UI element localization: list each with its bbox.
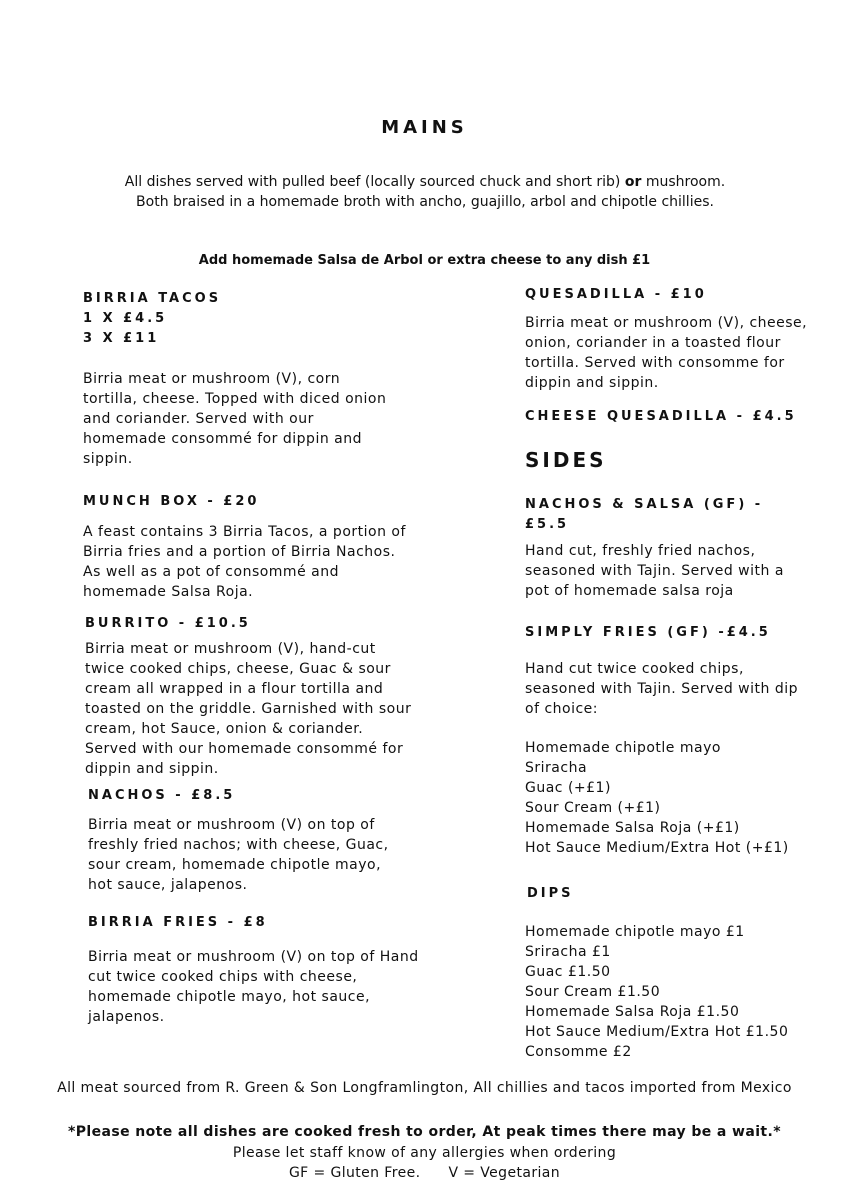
- cooked-fresh-note: *Please note all dishes are cooked fresh to order, At peak times there may be a wait.*: [68, 1124, 781, 1140]
- quesadilla-heading: QUESADILLA - £10: [525, 287, 707, 302]
- cheese-quesadilla-heading: CHEESE QUESADILLA - £4.5: [525, 409, 797, 424]
- fries-option: Homemade chipotle mayo: [525, 740, 721, 756]
- dip-item: Homemade chipotle mayo £1: [525, 924, 745, 940]
- nachos-heading: NACHOS - £8.5: [88, 788, 236, 803]
- dip-item: Sour Cream £1.50: [525, 984, 661, 1000]
- sourcing-note: All meat sourced from R. Green & Son Longframlington, All chillies and tacos imported from Mexico: [57, 1080, 792, 1096]
- fries-option: Homemade Salsa Roja (+£1): [525, 820, 740, 836]
- intro-part2: mushroom. Both braised in a homemade broth with ancho, guajillo, arbol and chipotle chillies.: [136, 174, 726, 210]
- intro-part1: All dishes served with pulled beef (locally sourced chuck and short rib): [124, 174, 621, 190]
- quesadilla-desc: Birria meat or mushroom (V), cheese, onion, coriander in a toasted flour tortilla. Served with consomme for dippin and sippin.: [525, 315, 808, 391]
- dip-item: Sriracha £1: [525, 944, 611, 960]
- fries-option: Guac (+£1): [525, 780, 611, 796]
- simply-fries-options: [525, 738, 835, 858]
- munch-box-desc: A feast contains 3 Birria Tacos, a portion of Birria fries and a portion of Birria Nachos. As well as a pot of consommé and homemade Salsa Roja.: [83, 524, 406, 600]
- intro-or: or: [624, 174, 642, 190]
- nachos-salsa-desc: Hand cut, freshly fried nachos, seasoned with Tajin. Served with a pot of homemade salsa roja: [525, 543, 784, 599]
- intro-text: [110, 172, 740, 212]
- nachos-salsa-heading: NACHOS & SALSA (GF) - £5.5: [525, 497, 764, 532]
- page-title: MAINS: [381, 117, 468, 138]
- dip-item: Guac £1.50: [525, 964, 611, 980]
- dip-item: Consomme £2: [525, 1044, 632, 1060]
- birria-tacos-desc: Birria meat or mushroom (V), corn tortilla, cheese. Topped with diced onion and coriander. Served with our homemade consommé for dippin and sippin.: [83, 371, 387, 467]
- birria-fries-desc: Birria meat or mushroom (V) on top of Hand cut twice cooked chips with cheese, homemade chipotle mayo, hot sauce, jalapenos.: [88, 949, 419, 1025]
- simply-fries-heading: SIMPLY FRIES (GF) -£4.5: [525, 625, 771, 640]
- nachos-desc: Birria meat or mushroom (V) on top of freshly fried nachos; with cheese, Guac, sour cream, homemade chipotle mayo, hot sauce, jalapenos.: [88, 817, 389, 893]
- dip-item: Homemade Salsa Roja £1.50: [525, 1004, 740, 1020]
- legend-gluten-free: GF = Gluten Free.: [288, 1165, 421, 1181]
- birria-fries-heading: BIRRIA FRIES - £8: [88, 915, 268, 930]
- fries-option: Hot Sauce Medium/Extra Hot (+£1): [525, 840, 789, 856]
- burrito-desc: Birria meat or mushroom (V), hand-cut twice cooked chips, cheese, Guac & sour cream all wrapped in a flour tortilla and toasted on the griddle. Garnished with sour cream, hot Sauce, onion & coriander. Served with our homemade consommé for dippin and sippin.: [85, 641, 412, 777]
- allergy-note: Please let staff know of any allergies when ordering: [232, 1145, 617, 1161]
- legend-vegetarian: V = Vegetarian: [448, 1165, 561, 1181]
- munch-box-heading: MUNCH BOX - £20: [83, 494, 260, 509]
- burrito-heading: BURRITO - £10.5: [85, 616, 251, 631]
- fries-option: Sriracha: [525, 760, 588, 776]
- dips-heading: DIPS: [527, 886, 574, 901]
- sides-title: SIDES: [525, 448, 607, 472]
- dips-list: [525, 922, 835, 1062]
- fries-option: Sour Cream (+£1): [525, 800, 661, 816]
- addon-note: Add homemade Salsa de Arbol or extra cheese to any dish £1: [198, 253, 651, 268]
- dip-item: Hot Sauce Medium/Extra Hot £1.50: [525, 1024, 789, 1040]
- dietary-legend: [0, 1164, 849, 1183]
- simply-fries-desc: Hand cut twice cooked chips, seasoned with Tajin. Served with dip of choice:: [525, 661, 798, 717]
- birria-tacos-heading: BIRRIA TACOS 1 X £4.5 3 X £11: [83, 291, 222, 346]
